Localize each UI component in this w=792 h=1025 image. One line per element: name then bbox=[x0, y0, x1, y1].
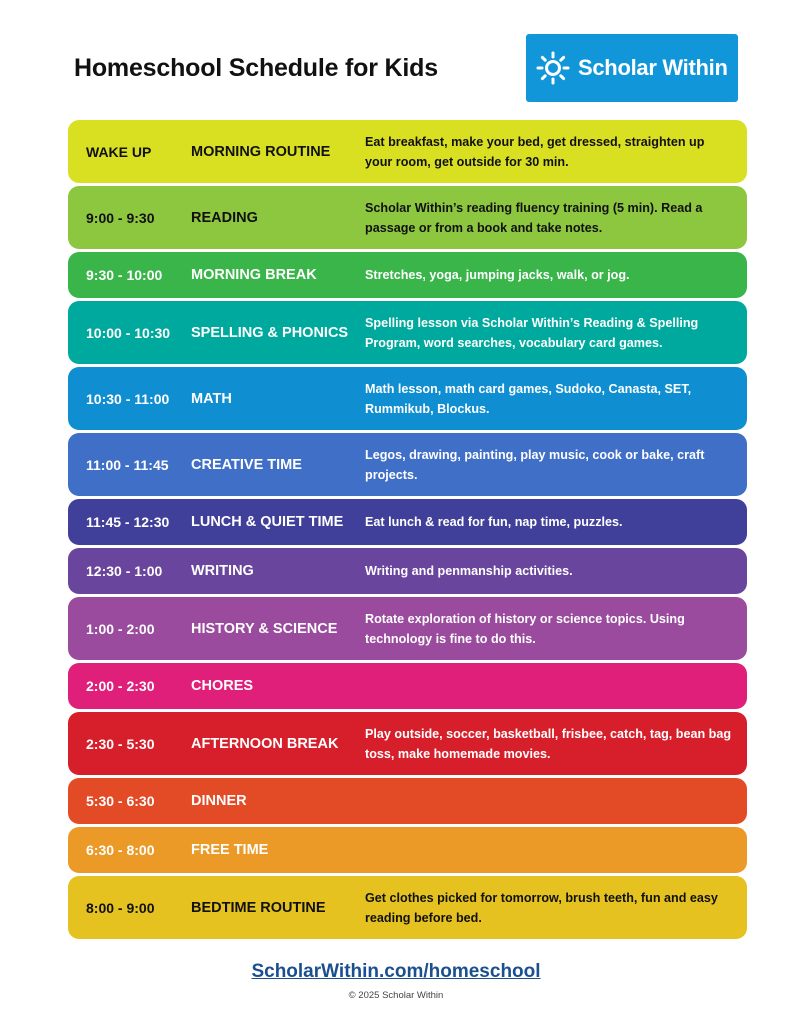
activity-name: MORNING ROUTINE bbox=[191, 143, 331, 160]
time-slot: 2:00 - 2:30 bbox=[86, 678, 155, 694]
activity-description: Stretches, yoga, jumping jacks, walk, or jog. bbox=[365, 268, 630, 282]
activity-name: DINNER bbox=[191, 793, 247, 809]
activity-name: WRITING bbox=[191, 563, 254, 579]
time-slot: 6:30 - 8:00 bbox=[86, 842, 155, 858]
page-title: Homeschool Schedule for Kids bbox=[74, 54, 438, 82]
schedule-row bbox=[68, 367, 747, 430]
time-slot: 9:00 - 9:30 bbox=[86, 209, 155, 226]
activity-description: Get clothes picked for tomorrow, brush teeth, fun and easy reading before bed. bbox=[365, 890, 718, 925]
time-slot: 8:00 - 9:00 bbox=[86, 899, 155, 916]
time-slot: 11:00 - 11:45 bbox=[86, 456, 169, 473]
time-slot: 10:30 - 11:00 bbox=[86, 390, 170, 407]
schedule-row bbox=[68, 827, 747, 873]
schedule-row bbox=[68, 186, 747, 249]
activity-name: AFTERNOON BREAK bbox=[191, 735, 339, 752]
schedule-row bbox=[68, 499, 747, 545]
sun-icon bbox=[536, 51, 570, 85]
time-slot: 12:30 - 1:00 bbox=[86, 563, 163, 579]
homeschool-link[interactable]: ScholarWithin.com/homeschool bbox=[251, 961, 541, 982]
copyright-text: © 2025 Scholar Within bbox=[348, 990, 444, 1001]
schedule-row bbox=[68, 120, 747, 183]
activity-description: Writing and penmanship activities. bbox=[365, 564, 573, 578]
schedule-row bbox=[68, 548, 747, 594]
schedule-row bbox=[68, 301, 747, 364]
time-slot: WAKE UP bbox=[86, 143, 152, 160]
time-slot: 9:30 - 10:00 bbox=[86, 267, 163, 283]
activity-name: SPELLING & PHONICS bbox=[191, 324, 349, 341]
activity-description: Math lesson, math card games, Sudoko, Canasta, SET, Rummikub, Blockus. bbox=[365, 381, 692, 416]
schedule-row bbox=[68, 663, 747, 709]
activity-name: FREE TIME bbox=[191, 842, 269, 858]
time-slot: 10:00 - 10:30 bbox=[86, 324, 171, 341]
logo-text: Scholar Within bbox=[578, 55, 728, 80]
schedule-row bbox=[68, 712, 747, 775]
activity-name: CREATIVE TIME bbox=[191, 456, 302, 473]
schedule-row bbox=[68, 876, 747, 939]
time-slot: 2:30 - 5:30 bbox=[86, 735, 155, 752]
activity-name: MATH bbox=[191, 390, 232, 407]
activity-description: Spelling lesson via Scholar Within’s Reading & Spelling Program, word searches, vocabulary card games. bbox=[365, 315, 699, 350]
activity-name: MORNING BREAK bbox=[191, 267, 317, 283]
activity-description: Play outside, soccer, basketball, frisbee, catch, tag, bean bag toss, make homemade movies. bbox=[365, 726, 732, 761]
activity-name: LUNCH & QUIET TIME bbox=[191, 514, 344, 530]
schedule-row bbox=[68, 433, 747, 496]
activity-name: CHORES bbox=[191, 678, 254, 694]
schedule-row bbox=[68, 778, 747, 824]
activity-name: HISTORY & SCIENCE bbox=[191, 620, 338, 637]
schedule-row bbox=[68, 597, 747, 660]
activity-description: Legos, drawing, painting, play music, cook or bake, craft projects. bbox=[365, 447, 705, 482]
activity-description: Eat breakfast, make your bed, get dressed, straighten up your room, get outside for 30 min. bbox=[365, 134, 705, 169]
activity-name: BEDTIME ROUTINE bbox=[191, 899, 326, 916]
time-slot: 11:45 - 12:30 bbox=[86, 514, 170, 530]
scholar-within-logo[interactable] bbox=[526, 34, 738, 102]
time-slot: 1:00 - 2:00 bbox=[86, 620, 155, 637]
schedule-row bbox=[68, 252, 747, 298]
activity-name: READING bbox=[191, 209, 258, 226]
time-slot: 5:30 - 6:30 bbox=[86, 793, 155, 809]
activity-description: Scholar Within’s reading fluency training (5 min). Read a passage or from a book and take notes. bbox=[365, 200, 703, 235]
activity-description: Eat lunch & read for fun, nap time, puzzles. bbox=[365, 515, 623, 529]
activity-description: Rotate exploration of history or science topics. Using technology is fine to do this. bbox=[365, 611, 685, 646]
